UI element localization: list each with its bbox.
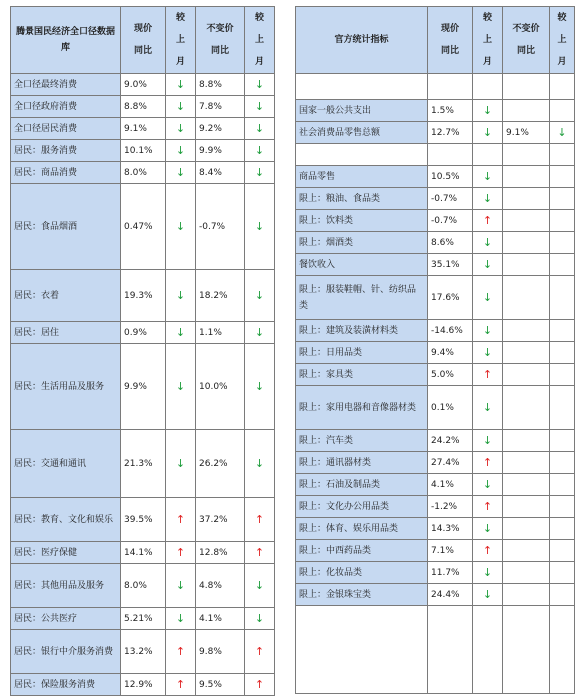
price-yoy-value: 0.47%: [121, 184, 166, 270]
const-yoy-value: [503, 584, 550, 606]
table-row: [11, 344, 275, 430]
macro-database-table-body: [11, 7, 275, 696]
price-yoy-value: -0.7%: [428, 210, 473, 232]
row-label: 限上：石油及制品类: [296, 474, 428, 496]
table-row: [296, 474, 575, 496]
const-yoy-value: [503, 386, 550, 430]
const-mom-arrow: [550, 144, 575, 166]
const-mom-arrow: [550, 452, 575, 474]
price-yoy-value: 27.4%: [428, 452, 473, 474]
price-header-bottom: 同比: [133, 46, 152, 56]
const-yoy-value: -0.7%: [196, 184, 245, 270]
const-mom-arrow: ↑: [245, 542, 275, 564]
table-row: [296, 430, 575, 452]
const-yoy-value: 4.8%: [196, 564, 245, 608]
row-label: 限上：化妆品类: [296, 562, 428, 584]
const-mom-arrow: [550, 430, 575, 452]
header-row: [296, 7, 575, 74]
price-yoy-value: [428, 74, 473, 100]
const-header-bottom: 同比: [210, 46, 229, 56]
const-mom-arrow: [550, 232, 575, 254]
row-label: 社会消费品零售总额: [296, 122, 428, 144]
price-mom-arrow: ↓: [473, 100, 503, 122]
const-yoy-value: [503, 166, 550, 188]
row-label: 居民：教育、文化和娱乐: [11, 498, 121, 542]
table-row: [11, 630, 275, 674]
row-label: 限上：汽车类: [296, 430, 428, 452]
price-yoy-value: 1.5%: [428, 100, 473, 122]
mom1-header-char: 月: [482, 57, 492, 67]
row-label: 限上：家具类: [296, 364, 428, 386]
const-yoy-value: 26.2%: [196, 430, 245, 498]
price-mom-arrow: ↓: [166, 184, 196, 270]
price-header-bottom: 同比: [440, 46, 459, 56]
table-row: [11, 430, 275, 498]
const-yoy-value: 10.0%: [196, 344, 245, 430]
price-yoy-value: 0.1%: [428, 386, 473, 430]
price-yoy-value: 8.0%: [121, 162, 166, 184]
price-yoy-value: 5.21%: [121, 608, 166, 630]
row-label: 全口径政府消费: [11, 96, 121, 118]
row-label: 居民：衣着: [11, 270, 121, 322]
price-mom-arrow: ↓: [473, 122, 503, 144]
row-label: [296, 74, 428, 100]
mom1-header-char: 较: [175, 13, 185, 23]
mom2-header-char: 上: [557, 35, 567, 45]
table-row: [296, 122, 575, 144]
price-yoy-value: 12.7%: [428, 122, 473, 144]
const-mom-arrow: [550, 276, 575, 320]
price-mom-arrow: ↑: [166, 542, 196, 564]
const-mom-arrow: ↓: [245, 184, 275, 270]
macro-database-table: [10, 6, 275, 696]
table-row: [296, 210, 575, 232]
official-statistics-table-body: [296, 7, 575, 694]
price-mom-arrow: ↑: [473, 364, 503, 386]
table-row: [11, 184, 275, 270]
price-mom-arrow: ↓: [473, 562, 503, 584]
price-header: [428, 7, 473, 74]
table-row: [11, 118, 275, 140]
const-mom-arrow: ↓: [245, 430, 275, 498]
table-row: [11, 270, 275, 322]
row-label: 居民：商品消费: [11, 162, 121, 184]
const-header: [196, 7, 245, 74]
const-mom-arrow: [550, 74, 575, 100]
mom1-header-char: 上: [482, 35, 492, 45]
price-yoy-value: 35.1%: [428, 254, 473, 276]
const-yoy-value: [503, 232, 550, 254]
table-row: [11, 96, 275, 118]
price-mom-arrow: ↓: [473, 430, 503, 452]
price-mom-arrow: ↓: [473, 188, 503, 210]
const-yoy-value: [503, 188, 550, 210]
const-yoy-value: 37.2%: [196, 498, 245, 542]
price-mom-arrow: [473, 606, 503, 694]
const-yoy-value: [503, 276, 550, 320]
row-label: [296, 144, 428, 166]
const-yoy-value: [503, 474, 550, 496]
price-yoy-value: -0.7%: [428, 188, 473, 210]
mom2-header: [245, 7, 275, 74]
const-mom-arrow: ↓: [245, 74, 275, 96]
price-yoy-value: 9.9%: [121, 344, 166, 430]
price-mom-arrow: ↓: [473, 474, 503, 496]
table-row: [11, 498, 275, 542]
const-mom-arrow: [550, 562, 575, 584]
const-yoy-value: [503, 254, 550, 276]
const-mom-arrow: [550, 210, 575, 232]
const-mom-arrow: ↓: [245, 96, 275, 118]
price-yoy-value: 17.6%: [428, 276, 473, 320]
mom2-header: [550, 7, 575, 74]
const-mom-arrow: [550, 518, 575, 540]
price-mom-arrow: [473, 144, 503, 166]
row-label: 居民：银行中介服务消费: [11, 630, 121, 674]
price-yoy-value: 4.1%: [428, 474, 473, 496]
row-label: 餐饮收入: [296, 254, 428, 276]
row-label: 限上：烟酒类: [296, 232, 428, 254]
row-label: 限上：饮料类: [296, 210, 428, 232]
const-yoy-value: [503, 452, 550, 474]
const-mom-arrow: [550, 584, 575, 606]
row-label: 居民：居住: [11, 322, 121, 344]
const-mom-arrow: ↓: [245, 322, 275, 344]
const-mom-arrow: [550, 496, 575, 518]
price-yoy-value: 7.1%: [428, 540, 473, 562]
const-yoy-value: 18.2%: [196, 270, 245, 322]
price-mom-arrow: ↓: [473, 320, 503, 342]
const-mom-arrow: [550, 320, 575, 342]
const-mom-arrow: [550, 100, 575, 122]
row-label: 限上：粮油、食品类: [296, 188, 428, 210]
price-yoy-value: 10.5%: [428, 166, 473, 188]
table-row: [11, 74, 275, 96]
price-mom-arrow: ↑: [166, 498, 196, 542]
mom1-header-char: 较: [482, 13, 492, 23]
price-yoy-value: 10.1%: [121, 140, 166, 162]
const-mom-arrow: [550, 342, 575, 364]
price-yoy-value: [428, 606, 473, 694]
price-mom-arrow: ↓: [166, 322, 196, 344]
table-row: [296, 100, 575, 122]
const-header: [503, 7, 550, 74]
table-row: [11, 674, 275, 696]
price-yoy-value: 24.4%: [428, 584, 473, 606]
const-header-top: 不变价: [512, 24, 540, 34]
const-yoy-value: 9.2%: [196, 118, 245, 140]
price-yoy-value: 9.4%: [428, 342, 473, 364]
table-row: [296, 276, 575, 320]
table-row: [296, 144, 575, 166]
price-yoy-value: 21.3%: [121, 430, 166, 498]
table-row: [11, 322, 275, 344]
price-mom-arrow: ↓: [166, 430, 196, 498]
const-yoy-value: [503, 562, 550, 584]
price-yoy-value: 24.2%: [428, 430, 473, 452]
price-yoy-value: 14.3%: [428, 518, 473, 540]
const-yoy-value: 4.1%: [196, 608, 245, 630]
row-label: 居民：生活用品及服务: [11, 344, 121, 430]
const-mom-arrow: ↓: [245, 140, 275, 162]
price-yoy-value: 39.5%: [121, 498, 166, 542]
const-mom-arrow: ↑: [245, 674, 275, 696]
const-mom-arrow: ↓: [245, 118, 275, 140]
table-row: [296, 584, 575, 606]
price-mom-arrow: ↓: [473, 232, 503, 254]
const-yoy-value: [503, 430, 550, 452]
const-yoy-value: 9.5%: [196, 674, 245, 696]
price-mom-arrow: ↓: [166, 608, 196, 630]
price-yoy-value: 8.6%: [428, 232, 473, 254]
price-yoy-value: 8.0%: [121, 564, 166, 608]
price-mom-arrow: ↓: [166, 344, 196, 430]
row-label: 全口径居民消费: [11, 118, 121, 140]
row-label: 居民：服务消费: [11, 140, 121, 162]
price-mom-arrow: [473, 74, 503, 100]
mom2-header-char: 上: [254, 35, 264, 45]
table-row: [296, 540, 575, 562]
mom2-header-char: 较: [557, 13, 567, 23]
table-row: [11, 140, 275, 162]
row-label: 限上：通讯器材类: [296, 452, 428, 474]
official-statistics-table: [295, 6, 575, 694]
const-header-top: 不变价: [206, 24, 234, 34]
price-mom-arrow: ↑: [473, 210, 503, 232]
table-row: [11, 608, 275, 630]
price-yoy-value: 13.2%: [121, 630, 166, 674]
const-yoy-value: [503, 320, 550, 342]
mom1-header-char: 上: [175, 35, 185, 45]
price-yoy-value: -14.6%: [428, 320, 473, 342]
row-label: 限上：建筑及装潢材料类: [296, 320, 428, 342]
row-label: 全口径最终消费: [11, 74, 121, 96]
label-header: 官方统计指标: [296, 7, 428, 74]
table-row: [296, 452, 575, 474]
price-mom-arrow: ↓: [166, 140, 196, 162]
const-mom-arrow: [550, 540, 575, 562]
const-yoy-value: [503, 540, 550, 562]
table-row: [296, 562, 575, 584]
price-mom-arrow: ↓: [166, 74, 196, 96]
price-mom-arrow: ↓: [166, 96, 196, 118]
price-mom-arrow: ↓: [166, 564, 196, 608]
price-mom-arrow: ↑: [473, 496, 503, 518]
const-yoy-value: 9.8%: [196, 630, 245, 674]
const-mom-arrow: ↑: [245, 498, 275, 542]
const-yoy-value: [503, 144, 550, 166]
const-mom-arrow: ↓: [245, 162, 275, 184]
price-mom-arrow: ↑: [166, 630, 196, 674]
price-header-top: 现价: [133, 24, 152, 34]
price-mom-arrow: ↓: [473, 254, 503, 276]
const-yoy-value: 8.8%: [196, 74, 245, 96]
const-yoy-value: [503, 606, 550, 694]
table-row: [296, 254, 575, 276]
const-yoy-value: [503, 518, 550, 540]
const-mom-arrow: [550, 188, 575, 210]
table-row: [296, 232, 575, 254]
row-label: 商品零售: [296, 166, 428, 188]
row-label: 限上：体育、娱乐用品类: [296, 518, 428, 540]
table-row: [296, 320, 575, 342]
const-mom-arrow: [550, 254, 575, 276]
const-mom-arrow: [550, 166, 575, 188]
price-mom-arrow: ↓: [473, 386, 503, 430]
table-row: [296, 518, 575, 540]
price-mom-arrow: ↑: [166, 674, 196, 696]
const-mom-arrow: [550, 606, 575, 694]
row-label: 限上：家用电器和音像器材类: [296, 386, 428, 430]
table-row: [296, 606, 575, 694]
price-mom-arrow: ↑: [473, 452, 503, 474]
row-label: 限上：金银珠宝类: [296, 584, 428, 606]
const-yoy-value: 8.4%: [196, 162, 245, 184]
row-label: 居民：交通和通讯: [11, 430, 121, 498]
price-yoy-value: 0.9%: [121, 322, 166, 344]
const-mom-arrow: [550, 386, 575, 430]
table-row: [11, 542, 275, 564]
row-label: [296, 606, 428, 694]
const-mom-arrow: [550, 364, 575, 386]
price-yoy-value: 9.0%: [121, 74, 166, 96]
price-yoy-value: 5.0%: [428, 364, 473, 386]
const-yoy-value: [503, 210, 550, 232]
const-header-bottom: 同比: [516, 46, 535, 56]
table-row: [296, 342, 575, 364]
price-yoy-value: 19.3%: [121, 270, 166, 322]
const-mom-arrow: ↑: [245, 630, 275, 674]
price-yoy-value: 12.9%: [121, 674, 166, 696]
price-yoy-value: 9.1%: [121, 118, 166, 140]
const-yoy-value: 7.8%: [196, 96, 245, 118]
row-label: 限上：服装鞋帽、针、纺织品类: [296, 276, 428, 320]
const-mom-arrow: ↓: [245, 344, 275, 430]
const-yoy-value: [503, 342, 550, 364]
row-label: 居民：其他用品及服务: [11, 564, 121, 608]
table-row: [296, 166, 575, 188]
price-yoy-value: 11.7%: [428, 562, 473, 584]
mom1-header: [473, 7, 503, 74]
const-mom-arrow: [550, 474, 575, 496]
price-mom-arrow: ↓: [473, 342, 503, 364]
const-mom-arrow: ↓: [245, 608, 275, 630]
price-mom-arrow: ↓: [473, 276, 503, 320]
row-label: 限上：文化办公用品类: [296, 496, 428, 518]
mom1-header: [166, 7, 196, 74]
table-row: [296, 496, 575, 518]
const-yoy-value: [503, 496, 550, 518]
price-mom-arrow: ↓: [166, 118, 196, 140]
const-mom-arrow: ↓: [245, 270, 275, 322]
const-mom-arrow: ↓: [550, 122, 575, 144]
table-row: [296, 74, 575, 100]
row-label: 居民：食品烟酒: [11, 184, 121, 270]
mom1-header-char: 月: [175, 57, 185, 67]
price-header: [121, 7, 166, 74]
const-yoy-value: [503, 100, 550, 122]
row-label: 居民：保险服务消费: [11, 674, 121, 696]
const-yoy-value: 9.9%: [196, 140, 245, 162]
price-mom-arrow: ↓: [166, 162, 196, 184]
mom2-header-char: 月: [254, 57, 264, 67]
table-row: [296, 188, 575, 210]
price-mom-arrow: ↓: [166, 270, 196, 322]
price-mom-arrow: ↑: [473, 540, 503, 562]
price-yoy-value: 14.1%: [121, 542, 166, 564]
const-yoy-value: 12.8%: [196, 542, 245, 564]
price-yoy-value: [428, 144, 473, 166]
table-row: [296, 386, 575, 430]
const-yoy-value: [503, 364, 550, 386]
price-yoy-value: -1.2%: [428, 496, 473, 518]
price-mom-arrow: ↓: [473, 584, 503, 606]
price-mom-arrow: ↓: [473, 166, 503, 188]
mom2-header-char: 月: [557, 57, 567, 67]
row-label: 国家一般公共支出: [296, 100, 428, 122]
row-label: 居民：医疗保健: [11, 542, 121, 564]
const-yoy-value: [503, 74, 550, 100]
row-label: 限上：日用品类: [296, 342, 428, 364]
table-row: [11, 162, 275, 184]
label-header: 腾景国民经济全口径数据库: [11, 7, 121, 74]
const-mom-arrow: ↓: [245, 564, 275, 608]
price-mom-arrow: ↓: [473, 518, 503, 540]
const-yoy-value: 1.1%: [196, 322, 245, 344]
price-yoy-value: 8.8%: [121, 96, 166, 118]
table-row: [11, 564, 275, 608]
price-header-top: 现价: [440, 24, 459, 34]
const-yoy-value: 9.1%: [503, 122, 550, 144]
table-row: [296, 364, 575, 386]
row-label: 居民：公共医疗: [11, 608, 121, 630]
row-label: 限上：中西药品类: [296, 540, 428, 562]
header-row: [11, 7, 275, 74]
mom2-header-char: 较: [254, 13, 264, 23]
